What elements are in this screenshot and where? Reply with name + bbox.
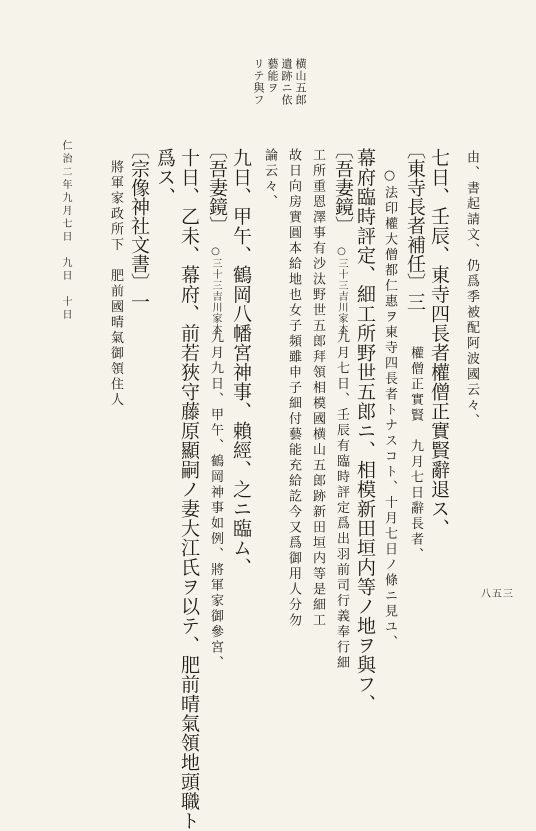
body-column: 論云々、 xyxy=(262,148,277,210)
source-citation: 〔吾妻鏡〕 xyxy=(332,140,354,235)
entry-heading: 爲ス、 xyxy=(154,148,176,207)
running-head: 仁治二年九月七日 九日 十日 xyxy=(60,140,71,322)
entry-heading: 幕府臨時評定、細工所野世五郎ニ、相模新田垣内等ノ地ヲ與フ、 xyxy=(354,148,376,714)
citation-note: ○三十三吉川家本 xyxy=(336,246,347,335)
body-column: 將軍家政所下 肥前國晴氣御領住人 xyxy=(108,160,123,408)
source-citation: 〔東寺長者補任〕三 xyxy=(404,140,426,311)
body-column: ○法印權大僧都仁惠ヲ東寺四長者トナスコト、十月七日ノ條ニ見ユ、 xyxy=(382,168,397,651)
body-column: 工所重恩澤事有沙汰野世五郎拜領相模國横山五郎跡新田垣内等是細工 xyxy=(310,148,325,629)
margin-note: 横山五郎 xyxy=(294,58,307,106)
entry-heading: 十日、乙未、幕府、前若狹守藤原顯嗣ノ妻大江氏ヲ以テ、肥前晴氣領地頭職ト xyxy=(178,148,200,831)
source-citation: 〔吾妻鏡〕 xyxy=(206,140,228,235)
margin-note: 藝能ヲ xyxy=(266,58,279,94)
body-column: 九月七日、壬辰有臨時評定爲出羽前司行義奉行細 xyxy=(334,330,349,671)
body-column: 九月九日、甲午、鶴岡神事如例、將軍家御參宮、 xyxy=(208,330,223,671)
body-column: 故日向房實圓本給地也女子頻雖申子細付藝能充給訖今又爲御用人分勿 xyxy=(286,148,301,629)
entry-heading: 七日、壬辰、東寺四長者權僧正實賢辭退ス、 xyxy=(428,148,450,538)
page-number: 八五三 xyxy=(481,589,514,600)
margin-note: 遺跡ニ依 xyxy=(280,58,293,106)
source-citation: 〔宗像神社文書〕一 xyxy=(128,140,150,311)
citation-note: ○三十三吉川家本 xyxy=(210,246,221,335)
body-column: 由、書起請文、仍爲季被配阿波國云々、 xyxy=(464,150,479,429)
body-column: 權僧正實賢 九月七日辭長者、 xyxy=(408,346,423,563)
margin-note: リテ與フ xyxy=(252,58,265,106)
entry-heading: 九日、甲午、鶴岡八幡宮神事、賴經、之ニ臨ム、 xyxy=(230,148,252,577)
